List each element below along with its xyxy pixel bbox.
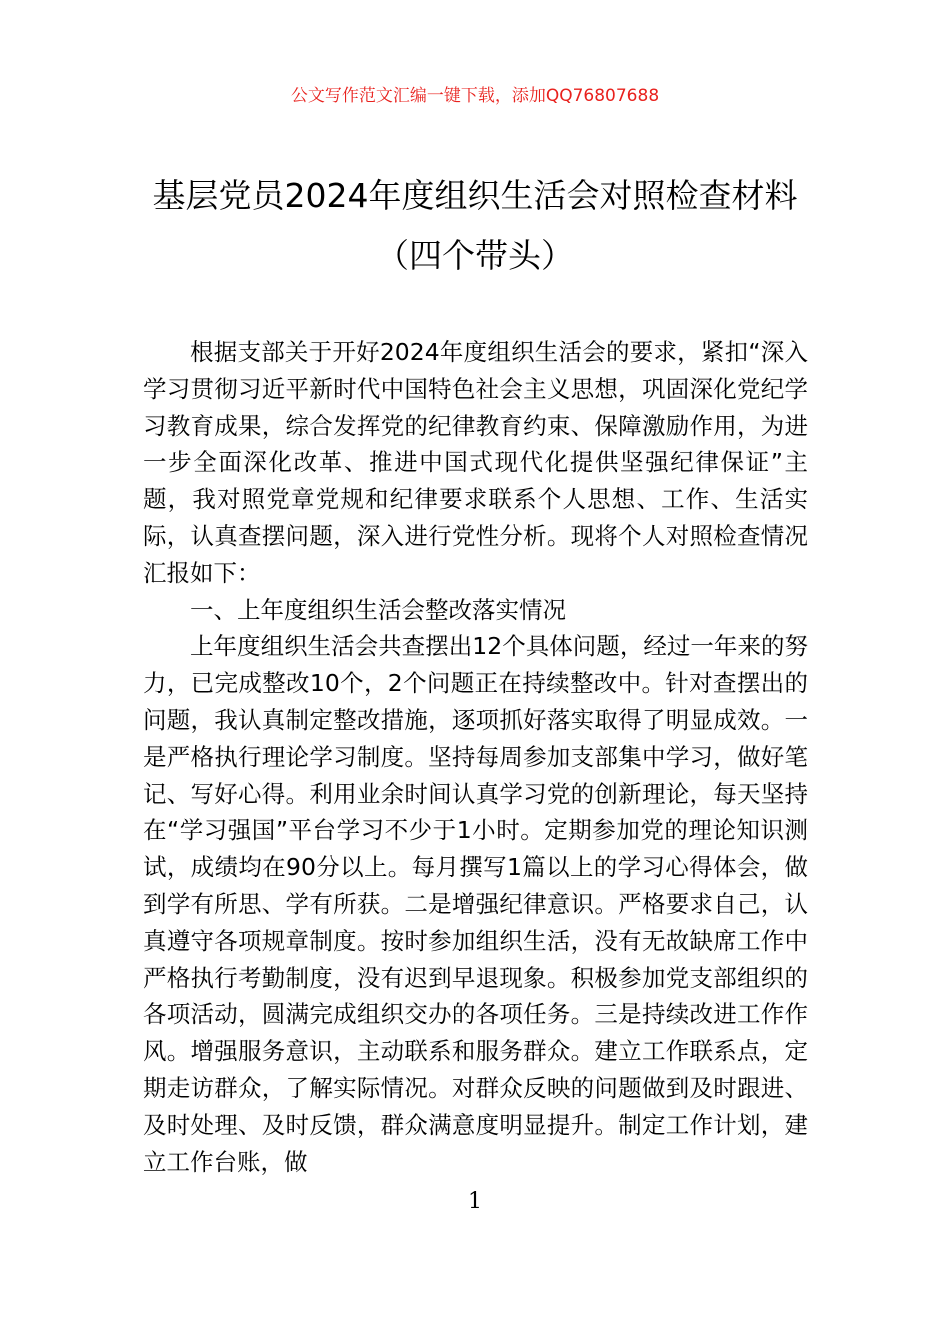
paragraph-intro: 根据支部关于开好2024年度组织生活会的要求，紧扣“深入学习贯彻习近平新时代中国特色社会主义思想，巩固深化党纪学习教育成果，综合发挥党的纪律教育约束、保障激励作用，为进一步全面深化改革、推进中国式现代化提供坚强纪律保证”主题，我对照党章党规和纪律要求联系个人思想、工作、生活实际，认真查摆问题，深入进行党性分析。现将个人对照检查情况汇报如下：: [143, 338, 808, 587]
header-note: 公文写作范文汇编一键下载，添加QQ76807688: [290, 86, 660, 106]
paragraph-rectification: 上年度组织生活会共查摆出12个具体问题，经过一年来的努力，已完成整改10个，2个问题正在持续整改中。针对查摆出的问题，我认真制定整改措施，逐项抓好落实取得了明显成效。一是严格执行理论学习制度。坚持每周参加支部集中学习，做好笔记、写好心得。利用业余时间认真学习党的创新理论，每天坚持在“学习强国”平台学习不少于1小时。定期参加党的理论知识测试，成绩均在90分以上。每月撰写1篇以上的学习心得体会，做到学有所思、学有所获。二是增强纪律意识。严格要求自己，认真遵守各项规章制度。按时参加组织生活，没有无故缺席工作中严格执行考勤制度，没有迟到早退现象。积极参加党支部组织的各项活动，圆满完成组织交办的各项任务。三是持续改进工作作风。增强服务意识，主动联系和服务群众。建立工作联系点，定期走访群众，了解实际情况。对群众反映的问题做到及时跟进、及时处理、及时反馈，群众满意度明显提升。制定工作计划，建立工作台账，做: [143, 632, 808, 1176]
document-title: 基层党员2024年度组织生活会对照检查材料（四个带头）: [152, 176, 798, 275]
section-heading: 一、上年度组织生活会整改落实情况: [190, 595, 566, 624]
document-body: [143, 334, 808, 1180]
page-number: 1: [468, 1189, 482, 1214]
